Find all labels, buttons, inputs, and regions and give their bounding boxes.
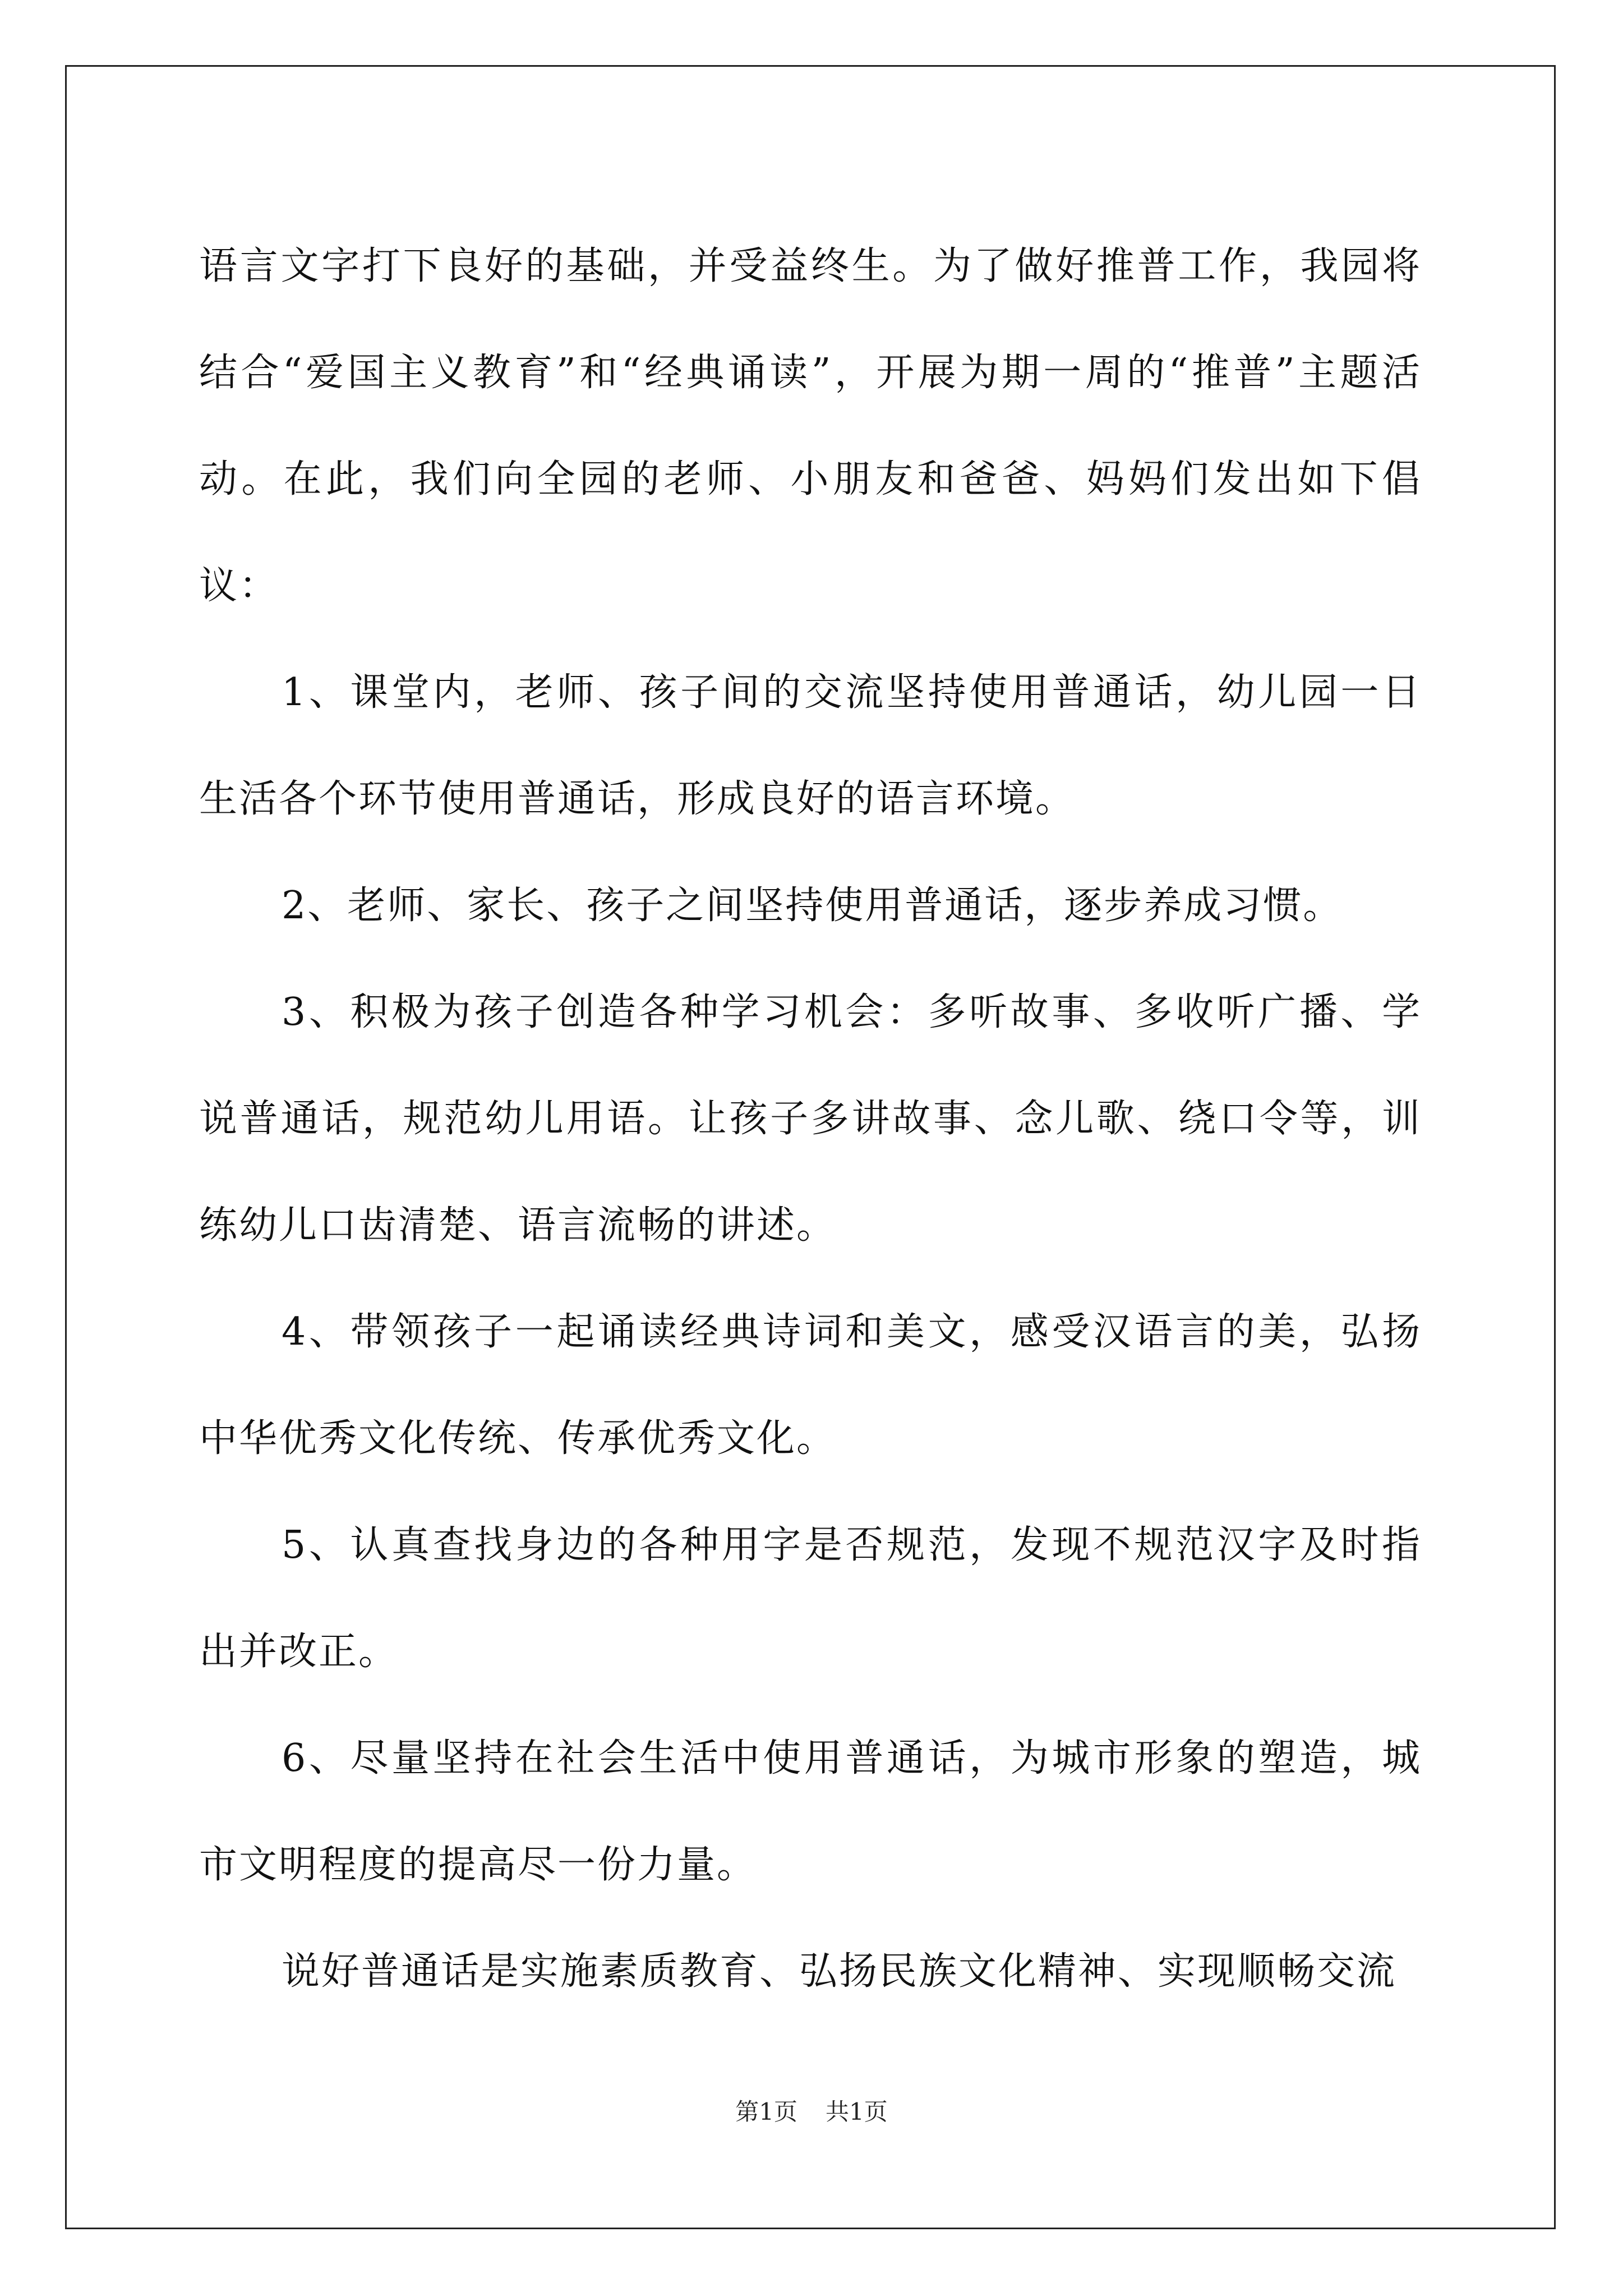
paragraph-item-3: 3、积极为孩子创造各种学习机会：多听故事、多收听广播、学说普通话，规范幼儿用语。让孩子多讲故事、念儿歌、绕口令等，训练幼儿口齿清楚、语言流畅的讲述。: [199, 990, 1422, 1248]
paragraph-item-1: 1、课堂内，老师、孩子间的交流坚持使用普通话，幼儿园一日生活各个环节使用普通话，形成良好的语言环境。: [199, 670, 1422, 821]
page-total: 共1页: [826, 2098, 888, 2125]
paragraph-intro: 语言文字打下良好的基础，并受益终生。为了做好推普工作，我园将结合“爱国主义教育”和“经典诵读”，开展为期一周的“推普”主题活动。在此，我们向全园的老师、小朋友和爸爸、妈妈们发出如下倡议：: [199, 244, 1422, 608]
paragraph-item-5: 5、认真查找身边的各种用字是否规范，发现不规范汉字及时指出并改正。: [199, 1523, 1422, 1674]
page-number: 第1页: [735, 2098, 797, 2125]
paragraph-item-6: 6、尽量坚持在社会生活中使用普通话，为城市形象的塑造，城市文明程度的提高尽一份力量。: [199, 1736, 1422, 1887]
page-footer: [0, 2095, 1623, 2129]
document-body: [199, 213, 1422, 2025]
paragraph-closing: 说好普通话是实施素质教育、弘扬民族文化精神、实现顺畅交流: [282, 1949, 1397, 1994]
paragraph-item-4: 4、带领孩子一起诵读经典诗词和美文，感受汉语言的美，弘扬中华优秀文化传统、传承优秀文化。: [199, 1310, 1422, 1461]
paragraph-item-2: 2、老师、家长、孩子之间坚持使用普通话，逐步养成习惯。: [282, 884, 1343, 928]
